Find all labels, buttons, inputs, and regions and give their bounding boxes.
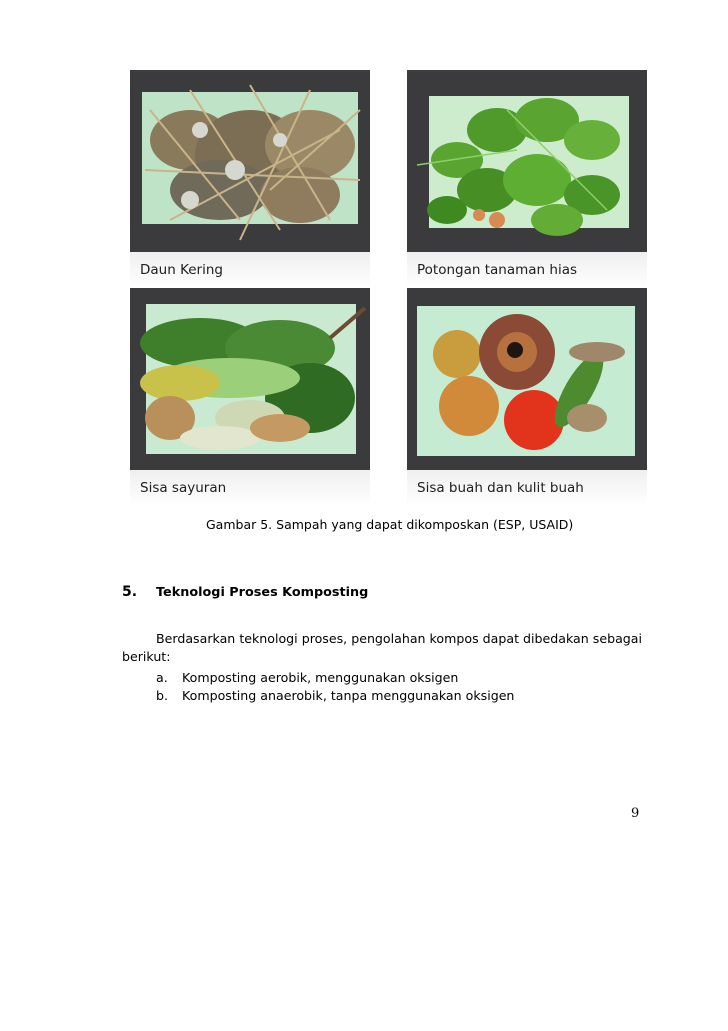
dry-leaves-photo	[130, 70, 370, 252]
word: sebagai	[592, 631, 642, 646]
photo-caption: Potongan tanaman hias	[407, 252, 647, 288]
word: teknologi	[239, 631, 298, 646]
photo-caption: Sisa sayuran	[130, 470, 370, 506]
list-marker: a.	[156, 670, 168, 685]
photo-cell-dry-leaves	[130, 70, 370, 288]
body-paragraph	[122, 630, 642, 666]
fruit-photo	[407, 288, 647, 470]
figure-photo-grid	[130, 70, 642, 502]
paragraph-line: berikut:	[122, 649, 171, 664]
word: pengolahan	[351, 631, 426, 646]
photo-caption: Sisa buah dan kulit buah	[407, 470, 647, 506]
word: dibedakan	[523, 631, 589, 646]
section-title: Teknologi Proses Komposting	[156, 585, 369, 600]
list-item-text: Komposting aerobik, menggunakan oksigen	[182, 670, 459, 685]
section-number: 5.	[122, 584, 138, 600]
paragraph-line	[122, 630, 642, 648]
list-item	[156, 669, 514, 687]
photo-cell-plant-cuttings	[407, 70, 647, 288]
green-leaves-photo	[407, 70, 647, 252]
list-marker: b.	[156, 688, 168, 703]
list-item	[156, 687, 514, 705]
list-item-text: Komposting anaerobik, tanpa menggunakan oksigen	[182, 688, 515, 703]
photo-caption: Daun Kering	[130, 252, 370, 288]
vegetables-photo	[130, 288, 370, 470]
page-number: 9	[631, 806, 640, 821]
word: proses,	[301, 631, 348, 646]
word: Berdasarkan	[156, 631, 236, 646]
word: dapat	[482, 631, 520, 646]
photo-cell-vegetables	[130, 288, 370, 506]
photo-cell-fruits	[407, 288, 647, 506]
ordered-list	[156, 669, 514, 705]
figure-caption: Gambar 5. Sampah yang dapat dikomposkan (ESP, USAID)	[206, 517, 574, 532]
word: kompos	[429, 631, 479, 646]
